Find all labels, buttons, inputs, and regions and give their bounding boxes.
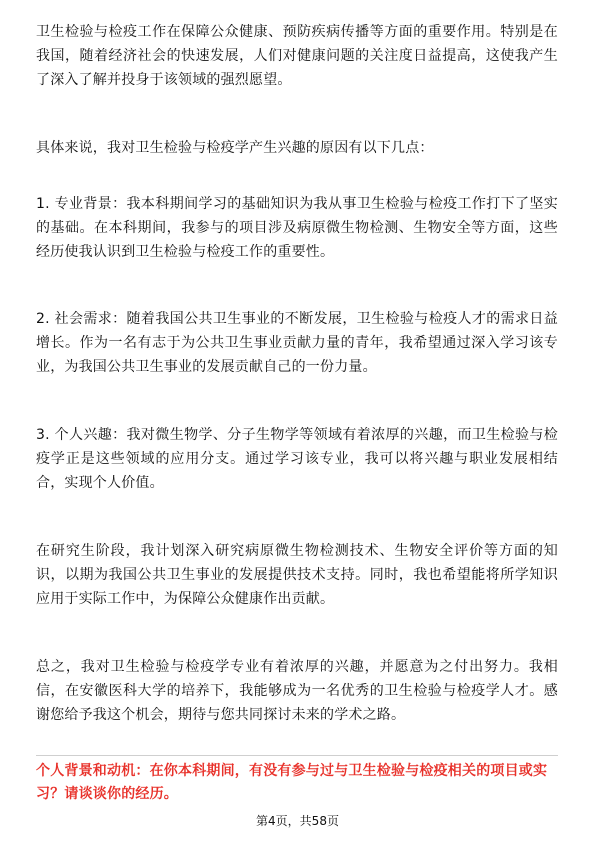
answer-paragraph-5: 3. 个人兴趣：我对微生物学、分子生物学等领域有着浓厚的兴趣，而卫生检验与检疫学正是这些领域的应用分支。通过学习该专业，我可以将兴趣与职业发展相结合，实现个人价值。 xyxy=(36,427,558,491)
answer-paragraph-2: 具体来说，我对卫生检验与检疫学产生兴趣的原因有以下几点： xyxy=(36,140,434,156)
answer-paragraph-7: 总之，我对卫生检验与检疫学专业有着浓厚的兴趣，并愿意为之付出努力。我相信，在安徽医科大学的培养下，我能够成为一名优秀的卫生检验与检疫学人才。感谢您给予我这个机会，期待与您共同探讨未来的学术之路。 xyxy=(36,659,558,723)
section-divider xyxy=(36,755,558,756)
answer-paragraph-4: 2. 社会需求：随着我国公共卫生事业的不断发展，卫生检验与检疫人才的需求日益增长。作为一名有志于为公共卫生事业贡献力量的青年，我希望通过深入学习该专业，为我国公共卫生事业的发展贡献自己的一份力量。 xyxy=(36,311,558,375)
answer-paragraph-3: 1. 专业背景：我本科期间学习的基础知识为我从事卫生检验与检疫工作打下了坚实的基础。在本科期间，我参与的项目涉及病原微生物检测、生物安全等方面，这些经历使我认识到卫生检验与检疫工作的重要性。 xyxy=(36,196,558,260)
page-number: 第4页，共58页 xyxy=(256,814,339,828)
interview-question: 个人背景和动机：在你本科期间，有没有参与过与卫生检验与检疫相关的项目或实习？请谈谈你的经历。 xyxy=(36,763,548,802)
answer-paragraph-6: 在研究生阶段，我计划深入研究病原微生物检测技术、生物安全评价等方面的知识，以期为我国公共卫生事业的发展提供技术支持。同时，我也希望能将所学知识应用于实际工作中，为保障公众健康作出贡献。 xyxy=(36,543,558,607)
answer-paragraph-1: 卫生检验与检疫工作在保障公众健康、预防疾病传播等方面的重要作用。特别是在我国，随着经济社会的快速发展，人们对健康问题的关注度日益提高，这使我产生了深入了解并投身于该领域的强烈愿望。 xyxy=(36,24,558,88)
